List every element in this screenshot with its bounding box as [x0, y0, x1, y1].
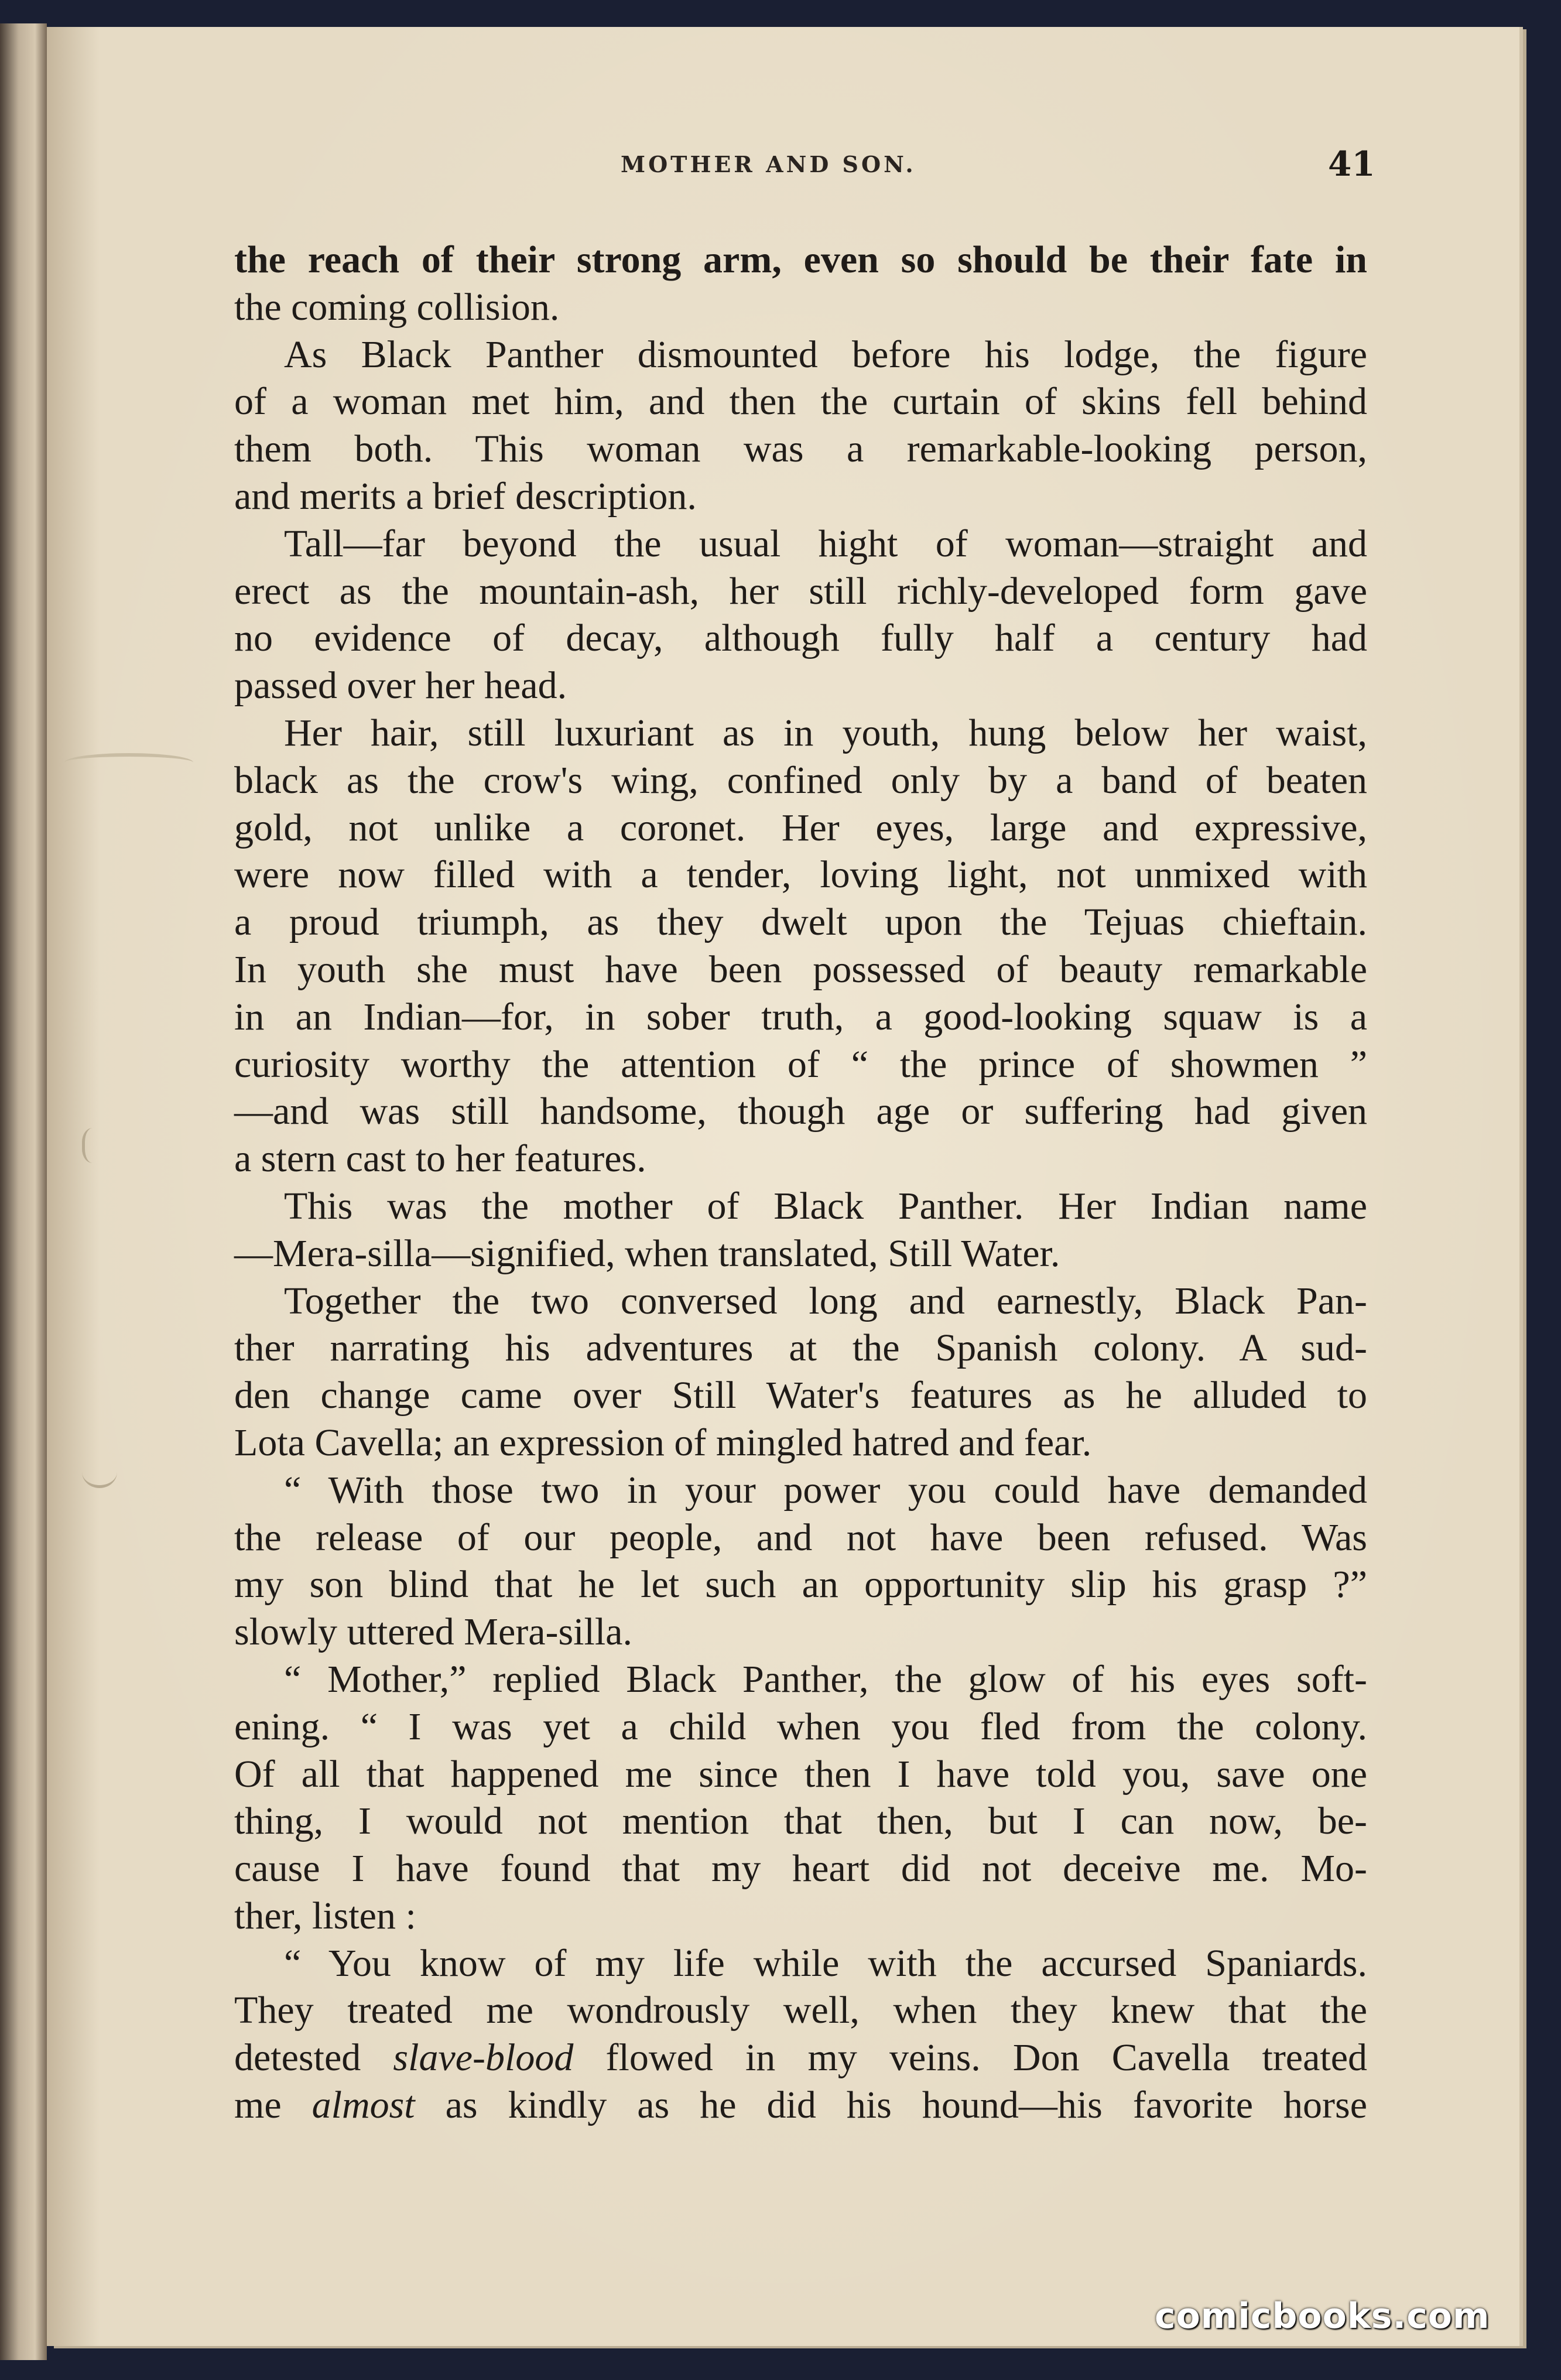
text-line: and merits a brief description.	[234, 474, 697, 518]
text-line: thing, I would not mention that then, but I can now, be-	[234, 1800, 1367, 1843]
text-line	[234, 2034, 1367, 2082]
text-line: ening. “ I was yet a child when you fled from the colony.	[234, 1705, 1367, 1748]
facing-page-edge	[0, 23, 47, 2360]
italic-text: almost	[311, 2084, 415, 2127]
text-line: “ You know of my life while with the accursed Spaniards.	[284, 1941, 1367, 1985]
text-line: no evidence of decay, although fully half a century had	[234, 617, 1367, 660]
text-line: in an Indian—for, in sober truth, a good-looking squaw is a	[234, 995, 1367, 1038]
page-number: 41	[1328, 144, 1375, 184]
watermark-logo: comicbooks.com	[1155, 2296, 1490, 2337]
text-line: In youth she must have been possessed of beauty remarkable	[234, 948, 1367, 991]
text-line: a proud triumph, as they dwelt upon the Tejuas chieftain.	[234, 901, 1367, 944]
text-line: den change came over Still Water's features as he alluded to	[234, 1374, 1367, 1417]
text-line: Tall—far beyond the usual hight of woman—straight and	[284, 522, 1367, 565]
text-line: a stern cast to her features.	[234, 1137, 646, 1181]
binding-mark	[82, 1456, 117, 1488]
text-line: cause I have found that my heart did not deceive me. Mo-	[234, 1847, 1367, 1890]
text-line: As Black Panther dismounted before his lodge, the figure	[284, 333, 1367, 376]
binding-thread	[64, 753, 193, 772]
text-line: This was the mother of Black Panther. Her Indian name	[284, 1184, 1367, 1227]
text-line: the release of our people, and not have been refused. Was	[234, 1516, 1367, 1559]
text-line: slowly uttered Mera-silla.	[234, 1610, 632, 1654]
text-line: them both. This woman was a remarkable-looking person,	[234, 428, 1367, 471]
text-line: my son blind that he let such an opportunity slip his grasp ?”	[234, 1563, 1367, 1606]
text-run: as kindly as he did his hound—his favorite horse	[445, 2084, 1367, 2127]
text-line: gold, not unlike a coronet. Her eyes, large and expressive,	[234, 806, 1367, 849]
binding-mark	[82, 1128, 108, 1163]
text-line: Lota Cavella; an expression of mingled hatred and fear.	[234, 1421, 1092, 1464]
text-line: erect as the mountain-ash, her still richly-developed form gave	[234, 569, 1367, 613]
text-run: flowed in my veins. Don Cavella treated	[605, 2036, 1368, 2080]
text-line: “ With those two in your power you could have demanded	[284, 1468, 1367, 1512]
text-line: curiosity worthy the attention of “ the prince of showmen ”	[234, 1042, 1367, 1086]
text-line: Her hair, still luxuriant as in youth, hung below her waist,	[284, 711, 1367, 754]
text-line: the coming collision.	[234, 285, 560, 329]
text-run: me	[234, 2084, 282, 2127]
text-line: —and was still handsome, though age or suffering had given	[234, 1090, 1367, 1133]
text-line: passed over her head.	[234, 664, 567, 707]
text-line: black as the crow's wing, confined only by a band of beaten	[234, 758, 1367, 802]
text-line: the reach of their strong arm, even so should be their fate in	[234, 238, 1367, 281]
text-line: “ Mother,” replied Black Panther, the glow of his eyes soft-	[284, 1657, 1367, 1701]
text-line: were now filled with a tender, loving light, not unmixed with	[234, 853, 1367, 897]
text-line: —Mera-silla—signified, when translated, Still Water.	[234, 1232, 1060, 1275]
text-line: ther, listen :	[234, 1894, 416, 1937]
text-line: of a woman met him, and then the curtain of skins fell behind	[234, 380, 1367, 423]
italic-text: slave-blood	[393, 2036, 574, 2080]
text-line: Together the two conversed long and earnestly, Black Pan-	[284, 1279, 1367, 1322]
text-line	[234, 2082, 1367, 2129]
running-head: MOTHER AND SON.	[621, 151, 916, 177]
text-run: detested	[234, 2036, 361, 2080]
text-line: ther narrating his adventures at the Spanish colony. A sud-	[234, 1326, 1367, 1370]
body-text	[234, 237, 1367, 2129]
text-line: Of all that happened me since then I have told you, save one	[234, 1752, 1367, 1796]
text-line: They treated me wondrously well, when they knew that the	[234, 1989, 1367, 2032]
